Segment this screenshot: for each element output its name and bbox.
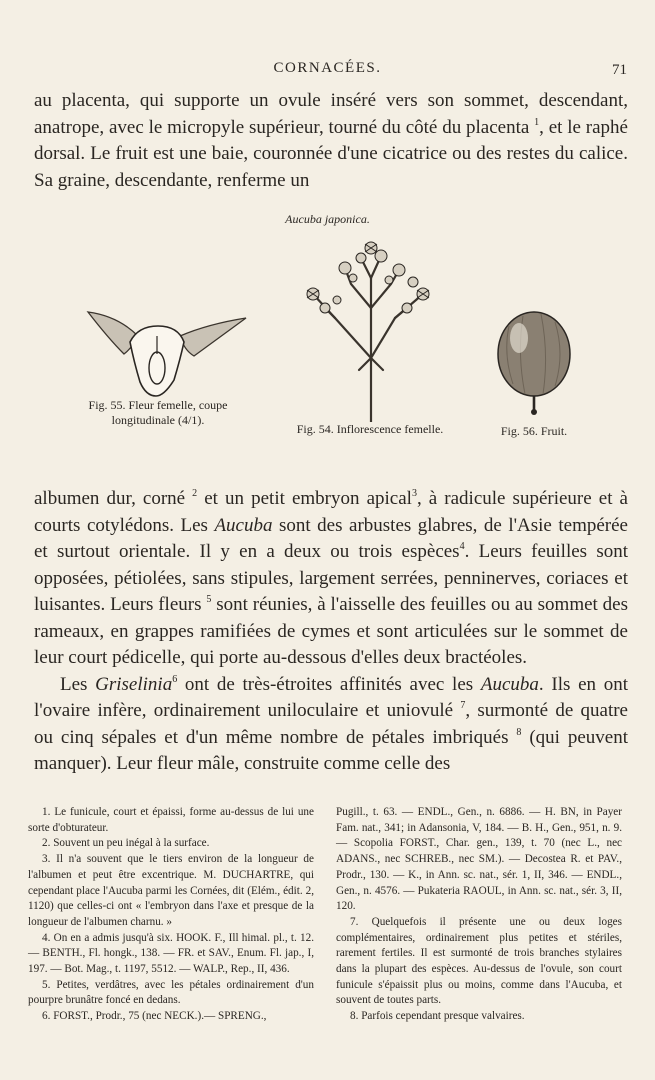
footnote-ref-6[interactable]: 6 <box>172 673 178 685</box>
footnote-8: 8. Parfois cependant presque valvaires. <box>350 1010 525 1023</box>
figure-54-caption: Fig. 54. Inflorescence femelle. <box>296 422 444 436</box>
body-text-main <box>34 486 628 778</box>
figure-55-caption: Fig. 55. Fleur femelle, coupe longitudinale (4/1). <box>88 398 228 427</box>
footnote-3: 3. Il n'a souvent que le tiers environ de la longueur de l'albumen et peut être excentrique. M. DUCHARTRE, qui cependant place l'Aucuba parmi les Cornées, dit (Elém., édit. 2, 1120) que celles-ci ont « l'embryon dans l'axe et presque de la longueur de l'albumen charnu. » <box>28 853 314 928</box>
footnote-ref-4[interactable]: 4 <box>459 541 465 552</box>
footnote-6: 6. FORST., Prodr., 75 (nec NECK.).— SPRENG., <box>42 1010 267 1023</box>
footnote-ref-5[interactable]: 5 <box>206 594 212 605</box>
genus-name: Aucuba <box>214 514 273 536</box>
page-number: 71 <box>612 62 627 78</box>
genus-name: Griselinia <box>95 673 173 695</box>
body-text-top <box>34 88 628 194</box>
paragraph-top: au placenta, qui supporte un ovule inséré vers son sommet, descendant, anatrope, avec le micropyle supérieur, tourné du côté du placenta $^1$, et le raphé dorsal. Le fruit est une baie, couronnée d'une cicatrice ou des restes du calice. Sa graine, descendante, renferme un <box>34 90 628 191</box>
footnote-7: 7. Quelquefois il présente une ou deux loges complémentaires, ordinairement plus petites et stériles, rarement fertiles. Il est surmonté de trois branches stylaires dans la plupart des espèces. Au-dessus de l'ovule, son court funicule s'épaissit plus ou moins, comme dans l'Aucuba, et souvent de toutes parts. <box>336 915 622 1007</box>
footnote-ref-7[interactable]: 7 <box>460 700 466 711</box>
footnotes-right-column <box>336 805 622 1025</box>
fruit-illustration <box>489 306 579 424</box>
figure-55 <box>58 302 258 428</box>
genus-name: Aucuba <box>480 673 539 695</box>
footnote-ref-3[interactable]: 3 <box>411 488 417 499</box>
paragraph-aucuba: albumen dur, corné $^2$ et un petit embryon apical$^3$, à radicule supérieure et à courts cotylédons. Les Aucuba sont des arbustes glabres, de l'Asie tempérée et surtout orientale. Il y en a deux ou trois espèces$^4$. Leurs feuilles sont opposées, pétiolées, sans stipules, largement serrées, penninerves, coriaces et luisantes. Leurs fleurs $^5$ sont réunies, à l'aisselle des feuilles ou au sommet des rameaux, en grappes ramifiées de cymes et sont articulées sur le sommet de leur court pédicelle, qui porte au-dessous d'elles deux bractéoles. <box>34 488 629 668</box>
figure-56 <box>474 306 594 439</box>
figure-56-caption: Fig. 56. Fruit. <box>500 424 568 438</box>
footnote-ref-1[interactable]: 1 <box>534 116 540 128</box>
footnote-ref-2[interactable]: 2 <box>192 488 198 499</box>
footnote-4: 4. On en a admis jusqu'à six. HOOK. F., Ill himal. pl., t. 12. — BENTH., Fl. hongk., 138. — FR. et SAV., Enum. Fl. jap., I, 197. — Bot. Mag., t. 1197, 5512. — WALP., Rep., II, 436. <box>28 931 314 976</box>
figure-54 <box>290 238 450 437</box>
footnote-ref-8[interactable]: 8 <box>516 726 522 738</box>
footnote-6-continued: Pugill., t. 63. — ENDL., Gen., n. 6886. — H. BN, in Payer Fam. nat., 341; in Adansonia, V, 184. — B. H., Gen., 951, n. 9. — Scopolia FORST., Char. gen., 139, t. 70 (nec L., nec ADANS., nec SCHREB., nec SM.). — Decostea R. et PAV., Prodr., 130. — K., in Ann. sc. nat., sér. 1, II, 346. — ENDL., Gen., n. 4576. — Pukateria RAOUL, in Ann. sc. nat., sér. 3, II, 120. <box>336 806 622 913</box>
footnotes-left-column <box>28 805 314 1025</box>
female-flower-section-illustration <box>68 302 248 398</box>
page-header <box>0 60 655 82</box>
footnote-2: 2. Souvent un peu inégal à la surface. <box>42 837 210 850</box>
female-inflorescence-illustration <box>295 238 445 422</box>
figure-title: Aucuba japonica. <box>285 212 370 226</box>
footnote-1: 1. Le funicule, court et épaissi, forme au-dessus de lui une sorte d'obturateur. <box>28 806 314 834</box>
paragraph-griselinia: Les Griselinia$^6$ ont de très-étroites affinités avec les Aucuba. Ils en ont l'ovaire infère, ordinairement uniloculaire et uniovulé $^7$, surmonté de quatre ou cinq sépales et d'un même nombre de pétales imbriqués $^8$ (qui peuvent manquer). Leur fleur mâle, construite comme celle des <box>34 673 628 774</box>
running-title: CORNACÉES. <box>273 60 382 76</box>
footnote-5: 5. Petites, verdâtres, avec les pétales ordinairement d'un pourpre brunâtre foncé en dedans. <box>28 978 314 1007</box>
